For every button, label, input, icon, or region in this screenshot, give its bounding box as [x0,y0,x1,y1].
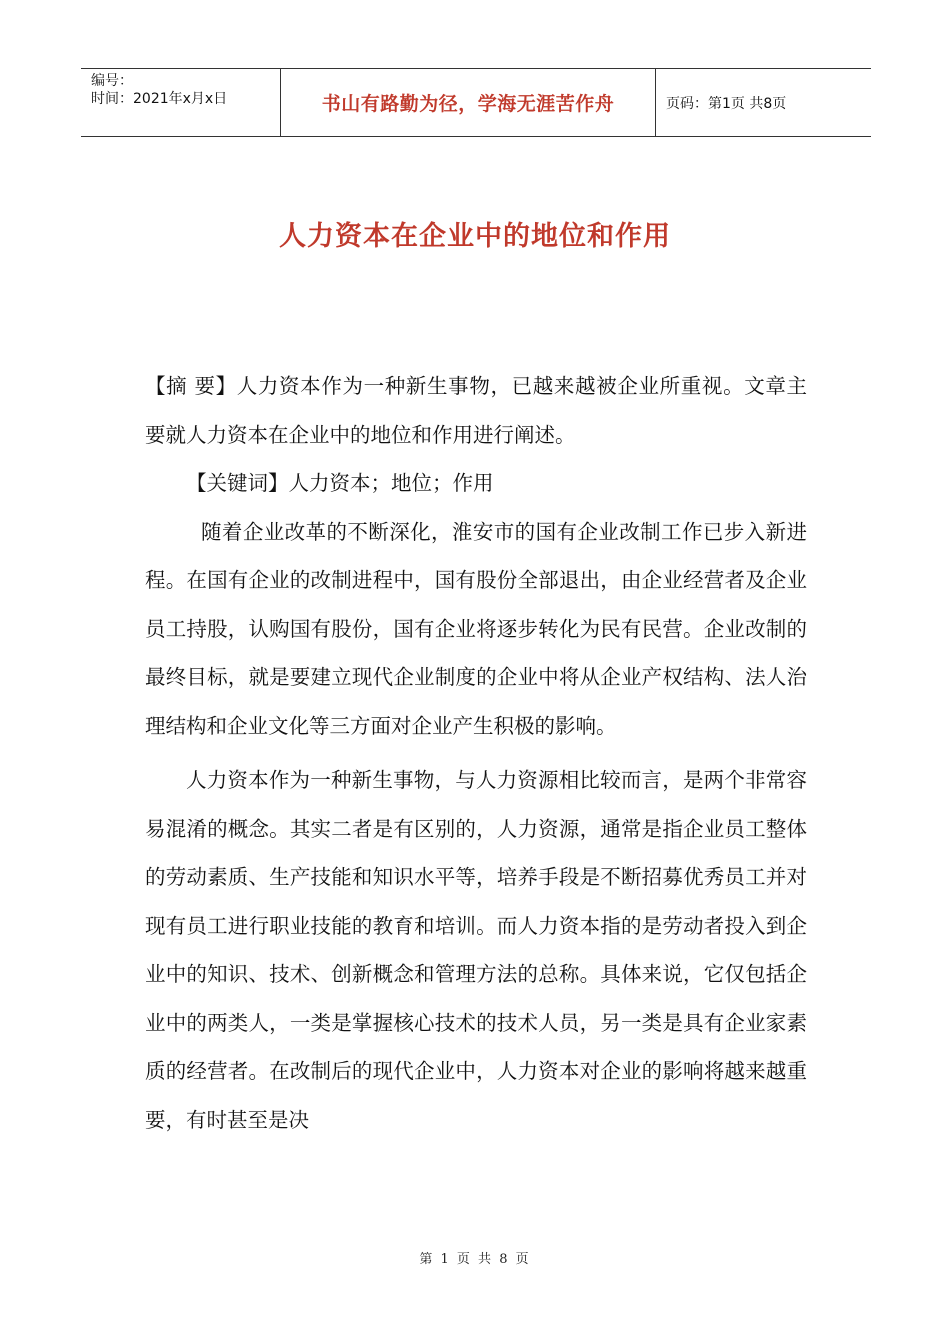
document-title: 人力资本在企业中的地位和作用 [279,221,671,252]
body-paragraph: 人力资本作为一种新生事物，与人力资源相比较而言，是两个非常容易混淆的概念。其实二者是有区别的，人力资源，通常是指企业员工整体的劳动素质、生产技能和知识水平等，培养手段是不断招募优秀员工并对现有员工进行职业技能的教育和培训。而人力资本指的是劳动者投入到企业中的知识、技术、创新概念和管理方法的总称。具体来说，它仅包括企业中的两类人，一类是掌握核心技术的技术人员，另一类是具有企业家素质的经营者。在改制后的现代企业中，人力资本对企业的影响将越来越重要，有时甚至是决 [145,768,807,1132]
abstract-paragraph: 【摘 要】人力资本作为一种新生事物，已越来越被企业所重视。文章主要就人力资本在企业中的地位和作用进行阐述。 [145,374,807,447]
keywords-paragraph: 【关键词】人力资本；地位；作用 [186,471,494,495]
document-date: 时间：2021年x月x日 [91,91,228,107]
header-motto: 书山有路勤为径，学海无涯苦作舟 [281,69,656,136]
document-number-label: 编号： [91,73,133,89]
header-page-info: 页码：第1页 共8页 [666,95,787,112]
page-header [81,68,871,137]
header-meta [81,69,281,136]
body-paragraph: 随着企业改革的不断深化，淮安市的国有企业改制工作已步入新进程。在国有企业的改制进程中，国有股份全部退出，由企业经营者及企业员工持股，认购国有股份，国有企业将逐步转化为民有民营。企业改制的最终目标，就是要建立现代企业制度的企业中将从企业产权结构、法人治理结构和企业文化等三方面对企业产生积极的影响。 [145,519,807,738]
page-footer-number: 第 1 页 共 8 页 [419,1252,531,1267]
document-body [145,362,807,1144]
